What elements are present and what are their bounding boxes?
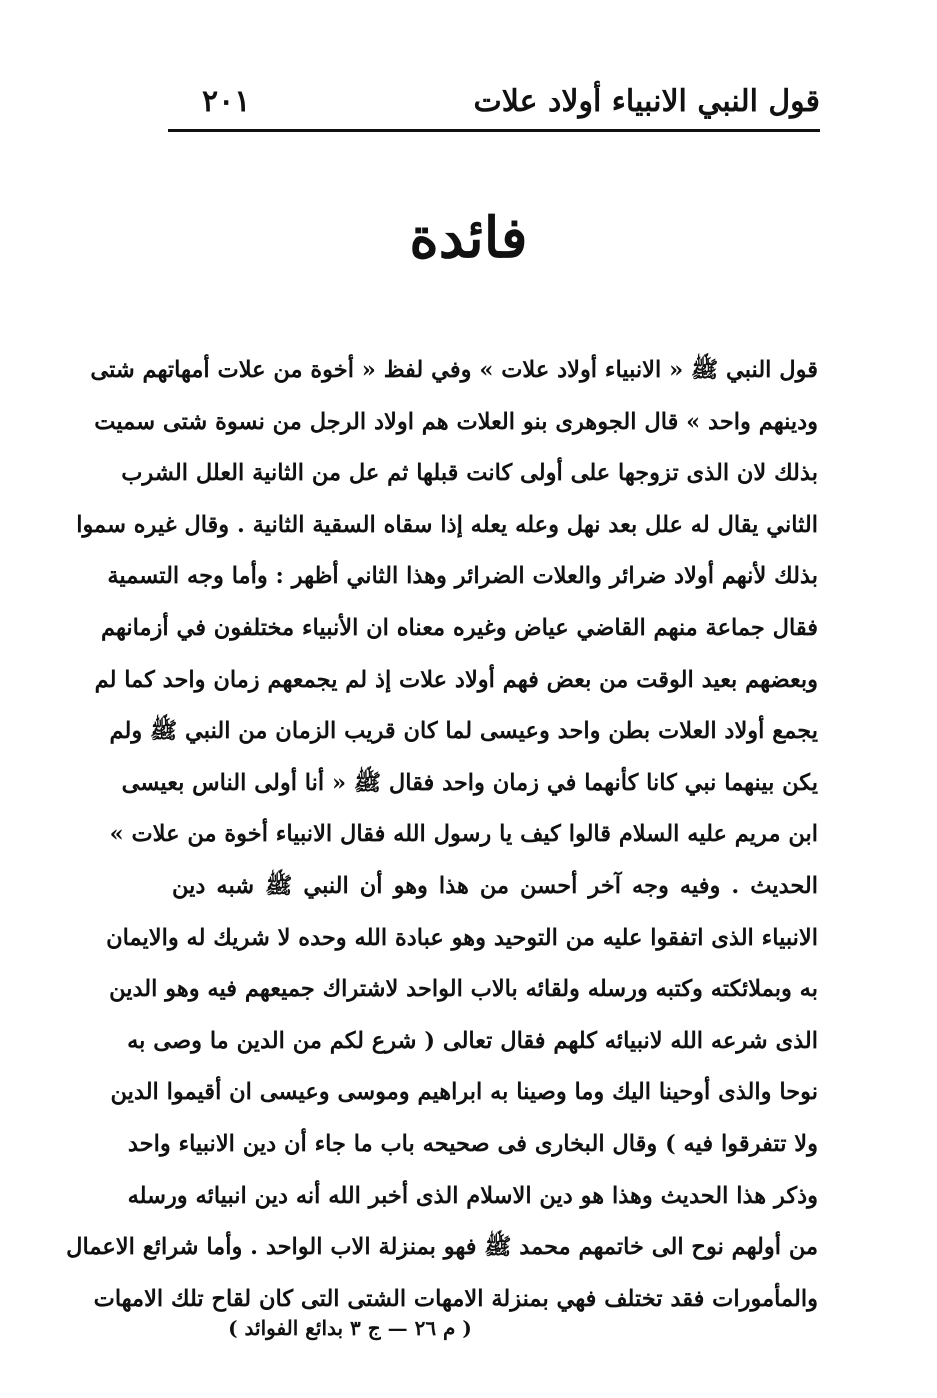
- footer-note: ( م ٢٦ — ج ٣ بدائع الفوائد ): [228, 1316, 472, 1340]
- text-line: يجمع أولاد العلات بطن واحد وعيسى لما كان قريب الزمان من النبي ﷺ ولم: [109, 718, 818, 745]
- running-title: قول النبي الانبياء أولاد علات: [473, 84, 820, 119]
- text-line: الانبياء الذى اتفقوا عليه من التوحيد وهو عبادة الله وحده لا شريك له والايمان: [106, 924, 818, 951]
- text-line: ودينهم واحد » قال الجوهرى بنو العلات هم اولاد الرجل من نسوة شتى سميت: [94, 408, 818, 435]
- text-line: من أولهم نوح الى خاتمهم محمد ﷺ فهو بمنزلة الاب الواحد . وأما شرائع الاعمال: [66, 1234, 818, 1261]
- page-header: [168, 78, 820, 126]
- page-number: ٢٠١: [202, 84, 251, 119]
- text-line: وبعضهم بعيد الوقت من بعض فهم أولاد علات إذ لم يجمعهم زمان واحد كما لم: [94, 666, 818, 693]
- text-line: الثاني يقال له علل بعد نهل وعله يعله إذا سقاه السقية الثانية . وقال غيره سموا: [76, 511, 818, 538]
- section-title: فائدة: [409, 205, 528, 271]
- text-line: وذكر هذا الحديث وهذا هو دين الاسلام الذى أخبر الله أنه دين انبيائه ورسله: [127, 1182, 818, 1209]
- text-line: فقال جماعة منهم القاضي عياض وغيره معناه ان الأنبياء مختلفون في أزمانهم: [100, 614, 818, 641]
- text-line: بذلك لأنهم أولاد ضرائر والعلات الضرائر وهذا الثاني أظهر : وأما وجه التسمية: [107, 563, 818, 590]
- body-text: [66, 345, 818, 1325]
- text-line: ابن مريم عليه السلام قالوا كيف يا رسول الله فقال الانبياء أخوة من علات »: [109, 821, 818, 848]
- text-line: نوحا والذى أوحينا اليك وما وصينا به ابراهيم وموسى وعيسى ان أقيموا الدين: [110, 1079, 818, 1106]
- text-line: به وبملائكته وكتبه ورسله ولقائه بالاب الواحد لاشتراك جميعهم فيه وهو الدين: [109, 976, 818, 1003]
- header-rule: [168, 129, 820, 132]
- text-line: الحديث . وفيه وجه آخر أحسن من هذا وهو أن النبي ﷺ شبه دين: [172, 872, 818, 899]
- text-line: الذى شرعه الله لانبيائه كلهم فقال تعالى ( شرع لكم من الدين ما وصى به: [127, 1027, 818, 1054]
- text-line: قول النبي ﷺ « الانبياء أولاد علات » وفي لفظ « أخوة من علات أمهاتهم شتى: [90, 357, 818, 383]
- text-line: يكن بينهما نبي كانا كأنهما في زمان واحد فقال ﷺ « أنا أولى الناس بعيسى: [121, 769, 818, 796]
- text-line: والمأمورات فقد تختلف فهي بمنزلة الامهات الشتى التى كان لقاح تلك الامهات: [93, 1285, 818, 1312]
- text-line: بذلك لان الذى تزوجها على أولى كانت قبلها ثم عل من الثانية العلل الشرب: [121, 460, 818, 487]
- text-line: ولا تتفرقوا فيه ) وقال البخارى فى صحيحه باب ما جاء أن دين الانبياء واحد: [127, 1130, 818, 1157]
